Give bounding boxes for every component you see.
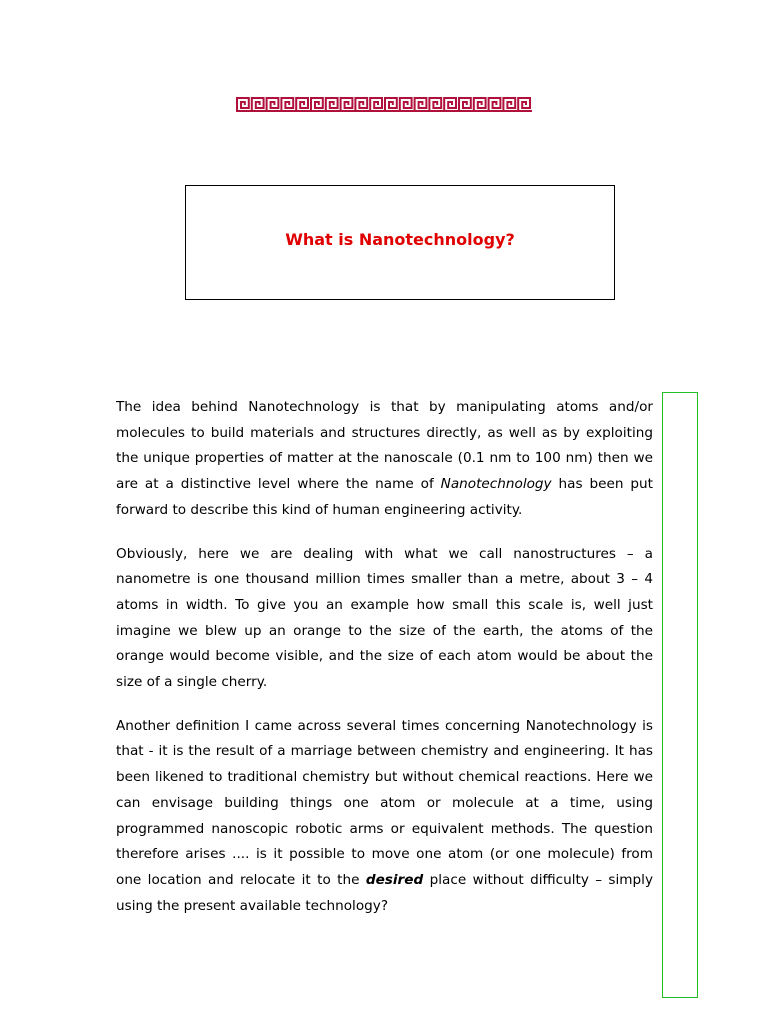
greek-key-motif xyxy=(459,98,471,111)
paragraph-1-text-a: The idea behind Nanotechnology is that by manipulating atoms and/or molecules to build materials and structures directly, as well as by exploiting the unique properties of matter at the nanoscale (0.1 nm to 100 nm) then we are at a distinctive level where the name of xyxy=(116,399,653,493)
greek-key-motif xyxy=(355,98,367,111)
greek-key-motif xyxy=(237,98,249,111)
greek-key-motif xyxy=(267,98,279,111)
greek-key-motif xyxy=(474,98,486,111)
greek-key-motif xyxy=(400,98,412,111)
paragraph-3-emphasis: desired xyxy=(365,871,424,888)
paragraph-1 xyxy=(116,395,653,524)
greek-key-motif xyxy=(385,98,397,111)
paragraph-1-text-b: has been put forward to describe this kind of human engineering activity. xyxy=(116,476,653,518)
paragraph-3-text-b: place without difficulty – simply using the present available technology? xyxy=(116,871,653,914)
title-box xyxy=(185,185,615,300)
page-title: What is Nanotechnology? xyxy=(285,230,515,249)
greek-key-motif xyxy=(311,98,323,111)
greek-key-motif xyxy=(489,98,501,111)
greek-key-motif xyxy=(503,98,515,111)
greek-key-motif xyxy=(296,98,308,111)
greek-key-motif xyxy=(341,98,353,111)
paragraph-3 xyxy=(116,714,653,920)
greek-key-motif xyxy=(518,98,530,111)
greek-key-motif xyxy=(281,98,293,111)
side-frame xyxy=(662,392,698,998)
greek-key-motif xyxy=(252,98,264,111)
greek-key-border xyxy=(236,96,532,112)
greek-key-motif xyxy=(326,98,338,111)
greek-key-motif xyxy=(444,98,456,111)
greek-key-motif xyxy=(415,98,427,111)
paragraph-1-emphasis: Nanotechnology xyxy=(440,476,552,493)
greek-key-motif xyxy=(370,98,382,111)
greek-key-motif xyxy=(429,98,441,111)
paragraph-2: Obviously, here we are dealing with what we call nanostructures – a nanometre is one thousand million times smaller than a metre, about 3 – 4 atoms in width. To give you an example how small this scale is, well just imagine we blew up an orange to the size of the earth, the atoms of the orange would become visible, and the size of each atom would be about the size of a single cherry. xyxy=(116,545,653,691)
paragraph-3-text-a: Another definition I came across several times concerning Nanotechnology is that - it is the result of a marriage between chemistry and engineering. It has been likened to traditional chemistry but without chemical reactions. Here we can envisage building things one atom or molecule at a time, using programmed nanoscopic robotic arms or equivalent methods. The question therefore arises .... is it possible to move one atom (or one molecule) from one location and relocate it to the xyxy=(116,717,653,888)
article-body xyxy=(116,395,653,937)
